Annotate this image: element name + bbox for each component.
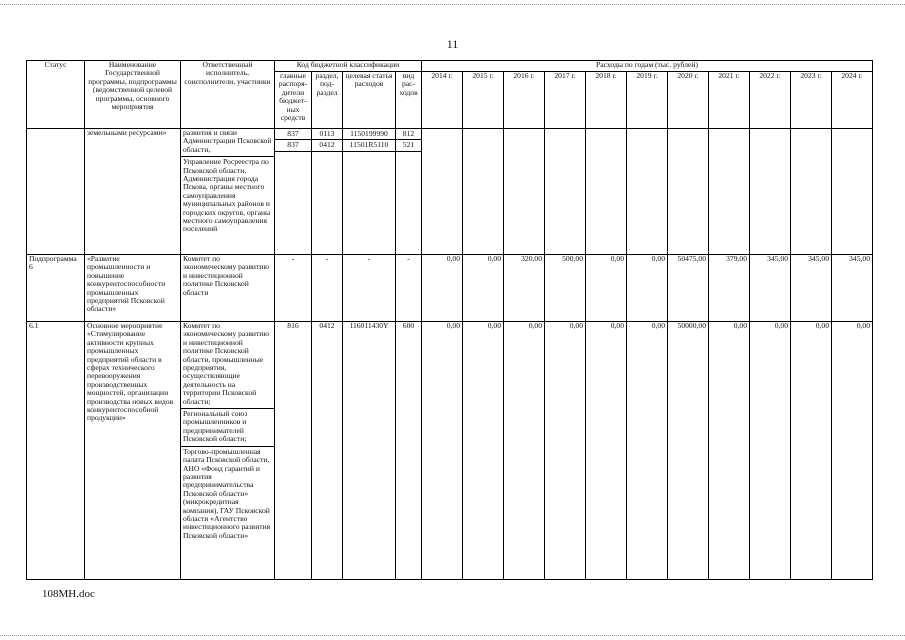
year-value: 0,00	[545, 322, 586, 580]
name-cell: земельными ресурсами»	[85, 129, 181, 255]
executor-part: развития и связи Администрации Псковской области,	[183, 128, 272, 154]
executor-cell: Комитет по экономическому развитию и инвестиционной политике Псковской области	[181, 255, 275, 322]
year-cell	[422, 129, 463, 255]
year-value: 0,00	[627, 255, 668, 322]
status-cell: 6.1	[27, 322, 85, 580]
code-value: 812	[396, 129, 421, 140]
header-article: целевая статья расходов	[343, 72, 396, 129]
section-cell: -	[312, 255, 343, 322]
header-year: 2022 г.	[750, 72, 791, 129]
executor-part: Комитет по экономическому развитию и инвестиционной политике Псковской области, промышленные предприятия, осуществляющие деятельность на территории Псковской области;	[183, 321, 270, 406]
year-value: 0,00	[422, 322, 463, 580]
year-value: 345,00	[750, 255, 791, 322]
article-cell	[343, 129, 396, 255]
year-cell	[668, 129, 709, 255]
year-cell	[545, 129, 586, 255]
table-row-continued	[27, 129, 873, 255]
code-value: 521	[396, 140, 421, 151]
header-name: Наименование Государственной программы, подпрограммы (ведомственной целевой программы, основного мероприятия	[85, 61, 181, 129]
header-section: раздел, под-раздел	[312, 72, 343, 129]
year-value: 50475,00	[668, 255, 709, 322]
header-year: 2018 г.	[586, 72, 627, 129]
header-expense-type: вид рас-ходов	[396, 72, 422, 129]
name-cell: Основное мероприятие «Стимулирование активности крупных промышленных предприятий области в сферах технического перевооружения производственных мощностей, организации производства новых видов конкурентоспособной продукции»	[85, 322, 181, 580]
year-value: 0,00	[586, 322, 627, 580]
year-value: 0,00	[709, 322, 750, 580]
header-year: 2023 г.	[791, 72, 832, 129]
year-value: 0,00	[586, 255, 627, 322]
section-cell	[312, 129, 343, 255]
executor-part: Торгово-промышленная палата Псковской области, АНО «Фонд гарантий и развития предпринимательства Псковской области» (микрокредитная компания), ГАУ Псковской области «Агентство инвестиционного развития Псковской области»	[181, 446, 274, 540]
grbs-cell: 816	[275, 322, 312, 580]
header-grbs: главные распоря-дители бюджет-ных средств	[275, 72, 312, 129]
article-cell: -	[343, 255, 396, 322]
header-year: 2017 г.	[545, 72, 586, 129]
type-cell	[396, 129, 422, 255]
grbs-cell: -	[275, 255, 312, 322]
year-value: 0,00	[750, 322, 791, 580]
header-budget-code: Код бюджетной классификации	[275, 61, 422, 72]
executor-cell	[181, 129, 275, 255]
year-value: 0,00	[791, 322, 832, 580]
bottom-dotted-border	[0, 635, 905, 636]
executor-part: Региональный союз промышленников и предпринимателей Псковской области;	[181, 408, 274, 444]
header-year: 2024 г.	[832, 72, 873, 129]
name-cell: «Развитие промышленности и повышение конкурентоспособности промышленных предприятий Псковской области»	[85, 255, 181, 322]
status-cell	[27, 129, 85, 255]
top-dotted-border	[0, 4, 905, 5]
year-cell	[627, 129, 668, 255]
header-row-1	[27, 61, 873, 72]
page-number: 11	[446, 37, 459, 51]
year-value: 0,00	[504, 322, 545, 580]
year-value: 0,00	[463, 255, 504, 322]
budget-table	[26, 60, 873, 580]
year-value: 320,00	[504, 255, 545, 322]
header-year: 2014 г.	[422, 72, 463, 129]
table-row-subprogram	[27, 255, 873, 322]
year-cell	[832, 129, 873, 255]
year-cell	[750, 129, 791, 255]
code-value: 837	[275, 140, 311, 151]
status-cell: Подпрограмма 6	[27, 255, 85, 322]
document-filename: 108МН.doc	[42, 588, 95, 600]
year-value: 50000,00	[668, 322, 709, 580]
article-cell: 116011430Y	[343, 322, 396, 580]
code-value: 0412	[312, 140, 342, 151]
year-value: 0,00	[463, 322, 504, 580]
type-cell: 600	[396, 322, 422, 580]
year-cell	[709, 129, 750, 255]
year-value: 345,00	[791, 255, 832, 322]
year-cell	[463, 129, 504, 255]
header-spending: Расходы по годам (тыс. рублей)	[422, 61, 873, 72]
year-value: 379,00	[709, 255, 750, 322]
header-status: Статус	[27, 61, 85, 129]
code-value: 837	[275, 129, 311, 140]
year-value: 0,00	[832, 322, 873, 580]
executor-part: Управление Росреестра по Псковской области, Администрация города Пскова, органы местного самоуправления муниципальных районов и городских округов, органы местного самоуправления поселений	[181, 156, 274, 234]
code-value: 11501R5110	[343, 140, 395, 151]
header-year: 2016 г.	[504, 72, 545, 129]
year-value: 0,00	[422, 255, 463, 322]
header-executor: Ответственный исполнитель, соисполнители, участники	[181, 61, 275, 129]
header-year: 2015 г.	[463, 72, 504, 129]
header-year: 2021 г.	[709, 72, 750, 129]
section-cell: 0412	[312, 322, 343, 580]
code-value: 1150199990	[343, 129, 395, 140]
grbs-cell	[275, 129, 312, 255]
year-value: 0,00	[627, 322, 668, 580]
header-year: 2019 г.	[627, 72, 668, 129]
header-year: 2020 г.	[668, 72, 709, 129]
year-cell	[586, 129, 627, 255]
table-row-measure	[27, 322, 873, 580]
executor-cell	[181, 322, 275, 580]
code-value: 0113	[312, 129, 342, 140]
year-value: 345,00	[832, 255, 873, 322]
year-cell	[791, 129, 832, 255]
type-cell: -	[396, 255, 422, 322]
year-cell	[504, 129, 545, 255]
year-value: 500,00	[545, 255, 586, 322]
